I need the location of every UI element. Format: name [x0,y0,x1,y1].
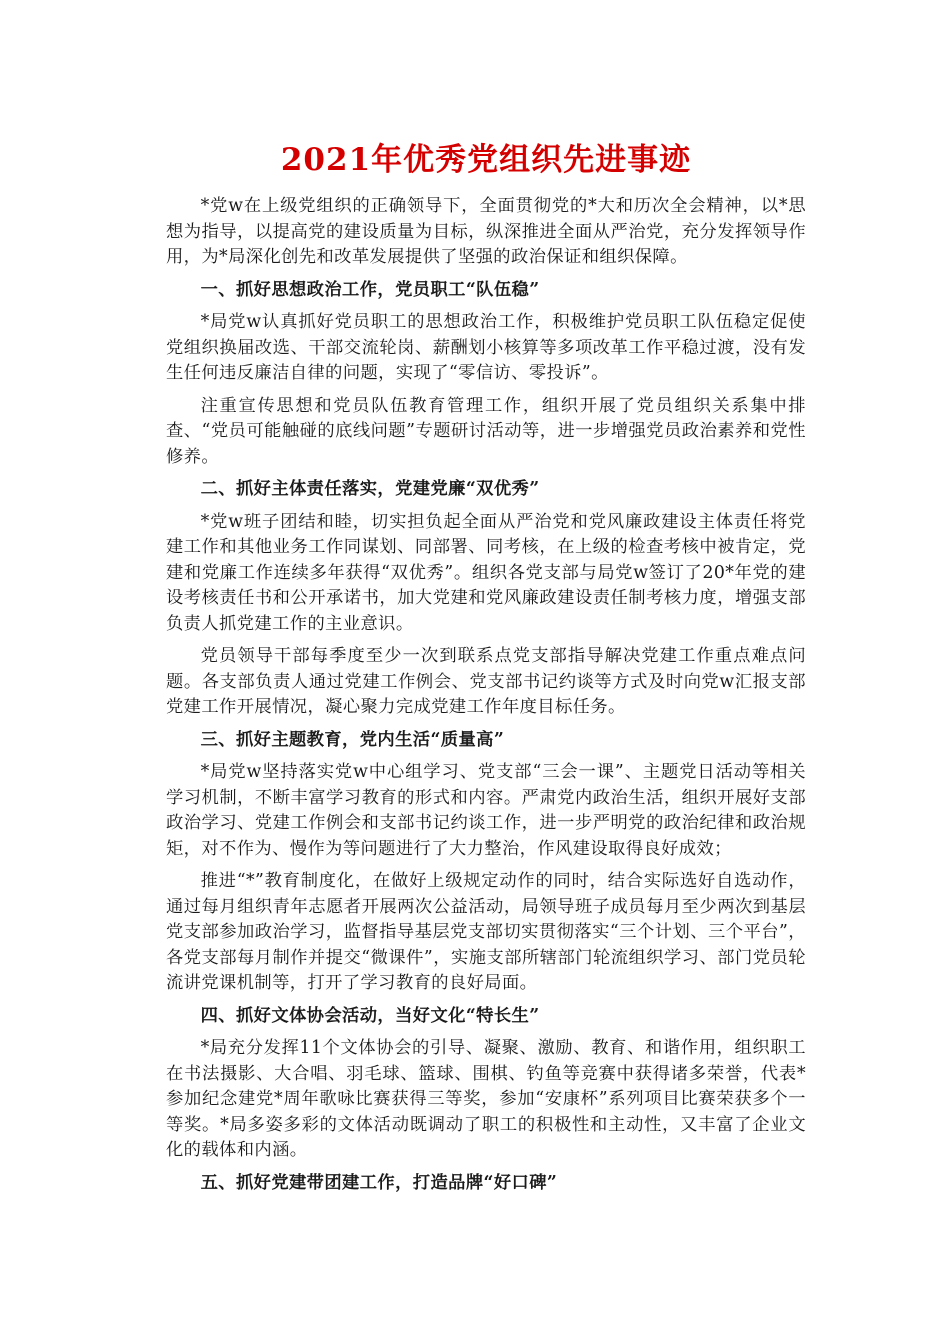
section-3 [166,728,806,997]
section-4 [166,1004,806,1164]
body-paragraph: 党员领导干部每季度至少一次到联系点党支部指导解决党建工作重点难点问题。各支部负责人通过党建工作例会、党支部书记约谈等方式及时向党w汇报支部党建工作开展情况，凝心聚力完成党建工作年度目标任务。 [166,646,806,717]
section-1 [166,278,806,471]
document-title: 2021年优秀党组织先进事迹 [280,142,692,178]
section-heading: 四、抓好文体协会活动，当好文化“特长生” [200,1005,540,1026]
body-paragraph: *局党w坚持落实党w中心组学习、党支部“三会一课”、主题党日活动等相关学习机制，不断丰富学习教育的形式和内容。严肃党内政治生活，组织开展好支部政治学习、党建工作例会和支部书记约谈工作，进一步严明党的政治纪律和政治规矩，对不作为、慢作为等问题进行了大力整治，作风建设取得良好成效； [166,762,806,859]
section-5 [166,1171,806,1197]
document-page [166,140,806,1203]
body-paragraph: *局充分发挥11个文体协会的引导、凝聚、激励、教育、和谐作用，组织职工在书法摄影、大合唱、羽毛球、篮球、围棋、钓鱼等竞赛中获得诸多荣誉，代表*参加纪念建党*周年歌咏比赛获得三等奖，参加“安康杯”系列项目比赛荣获多个一等奖。*局多姿多彩的文体活动既调动了职工的积极性和主动性，又丰富了企业文化的载体和内涵。 [166,1038,806,1160]
intro-paragraph: *党w在上级党组织的正确领导下，全面贯彻党的*大和历次全会精神，以*思想为指导，以提高党的建设质量为目标，纵深推进全面从严治党，充分发挥领导作用，为*局深化创先和改革发展提供了坚强的政治保证和组织保障。 [166,196,806,267]
section-heading: 一、抓好思想政治工作，党员职工“队伍稳” [200,279,540,300]
body-paragraph: 推进“*”教育制度化，在做好上级规定动作的同时，结合实际选好自选动作，通过每月组织青年志愿者开展两次公益活动，局领导班子成员每月至少两次到基层党支部参加政治学习，监督指导基层党支部切实贯彻落实“三个计划、三个平台”，各党支部每月制作并提交“微课件”，实施支部所辖部门轮流组织学习、部门党员轮流讲党课机制等，打开了学习教育的良好局面。 [166,871,806,993]
section-heading: 三、抓好主题教育，党内生活“质量高” [200,729,505,750]
body-paragraph: *党w班子团结和睦，切实担负起全面从严治党和党风廉政建设主体责任将党建工作和其他业务工作同谋划、同部署、同考核，在上级的检查考核中被肯定，党建和党廉工作连续多年获得“双优秀”。组织各党支部与局党w签订了20*年党的建设考核责任书和公开承诺书，加大党建和党风廉政建设责任制考核力度，增强支部负责人抓党建工作的主业意识。 [166,511,806,634]
body-paragraph: *局党w认真抓好党员职工的思想政治工作，积极维护党员职工队伍稳定促使党组织换届改选、干部交流轮岗、薪酬划小核算等多项改革工作平稳过渡，没有发生任何违反廉洁自律的问题，实现了“零信访、零投诉”。 [166,312,806,383]
section-heading: 五、抓好党建带团建工作，打造品牌“好口碑” [200,1172,558,1193]
body-paragraph: 注重宣传思想和党员队伍教育管理工作，组织开展了党员组织关系集中排查、“党员可能触碰的底线问题”专题研讨活动等，进一步增强党员政治素养和党性修养。 [166,395,806,467]
section-heading: 二、抓好主体责任落实，党建党廉“双优秀” [200,479,540,499]
section-2 [166,477,806,721]
